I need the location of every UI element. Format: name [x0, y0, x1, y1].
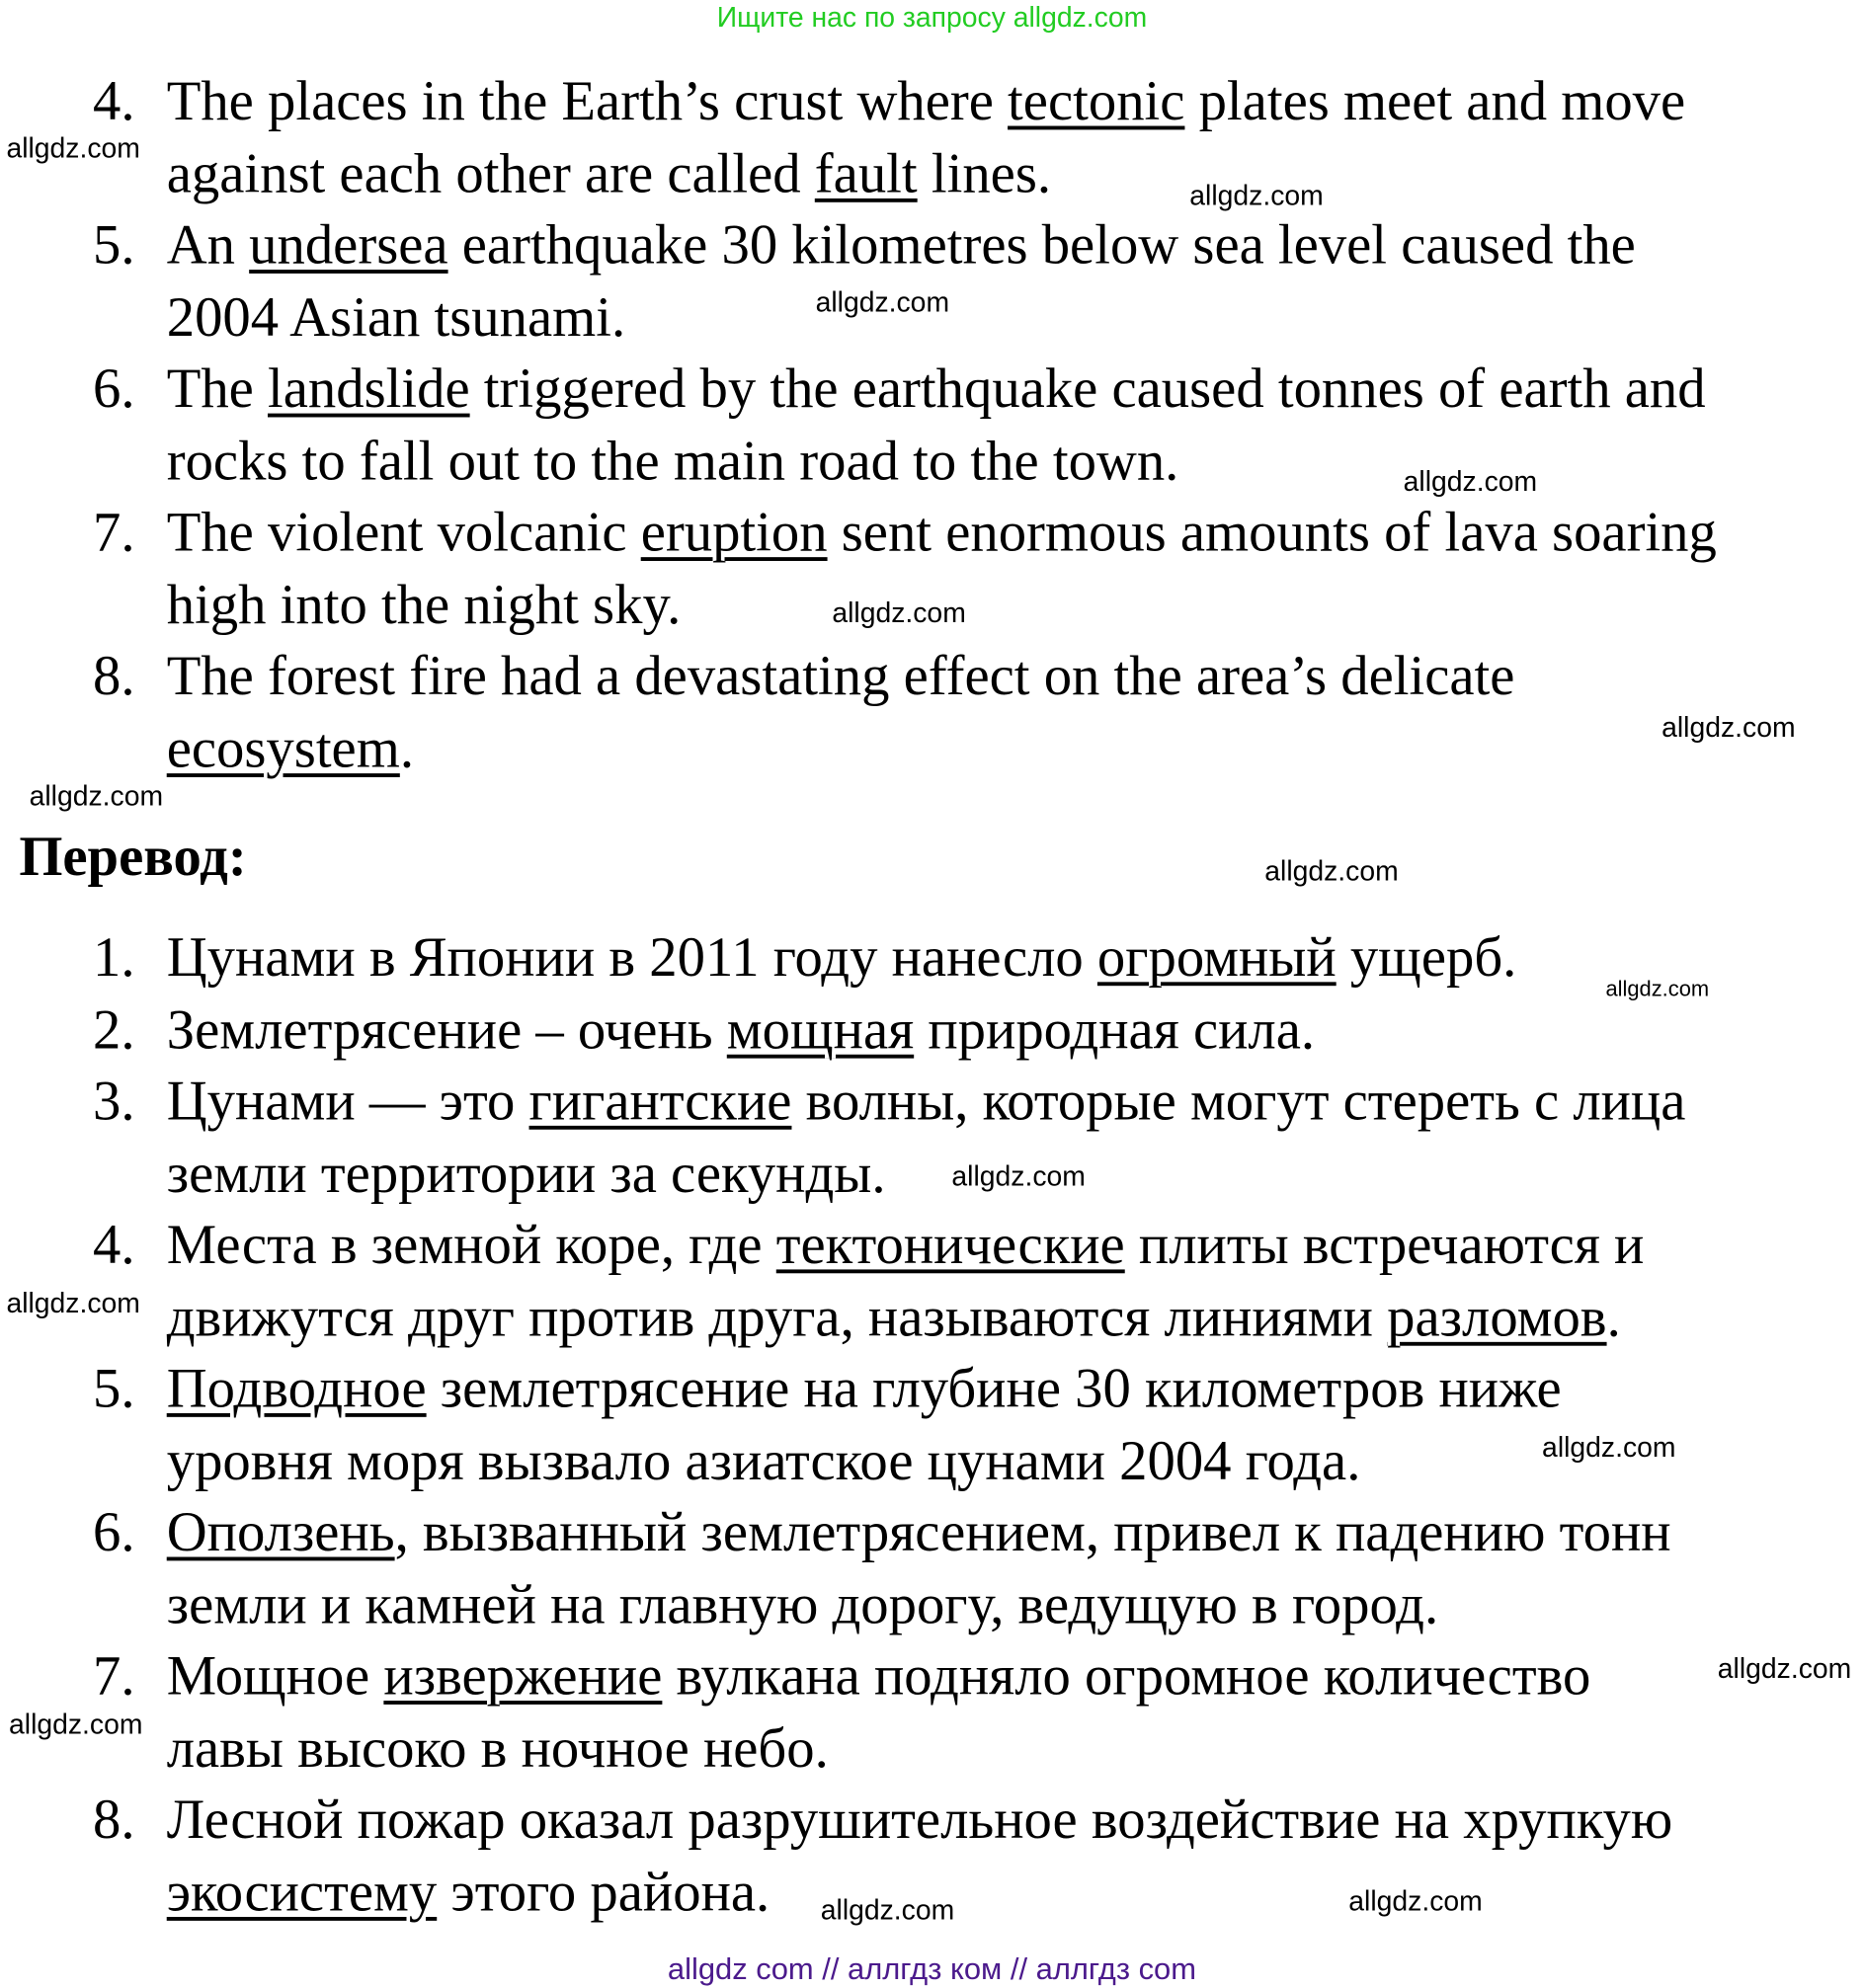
underlined-vocabulary-word: landslide — [268, 357, 470, 421]
site-footer: allgdz com // аллгдз ком // аллгдз com — [667, 1952, 1197, 1987]
sentence-line — [166, 1716, 829, 1780]
underlined-vocabulary-word: undersea — [249, 213, 448, 277]
underlined-vocabulary-word: экосистему — [166, 1860, 438, 1923]
sentence-line — [166, 573, 682, 636]
sentence-line — [166, 501, 1717, 564]
watermark-text: allgdz.com — [832, 596, 966, 629]
watermark-text: allgdz.com — [1189, 179, 1324, 211]
underlined-vocabulary-word: разломов — [1387, 1285, 1607, 1348]
underlined-vocabulary-word: мощная — [726, 997, 915, 1061]
sentence-line — [166, 1213, 1645, 1276]
watermark-text: allgdz.com — [29, 779, 164, 812]
sentence-line — [166, 429, 1179, 492]
sentence-line — [166, 1788, 1673, 1852]
underlined-vocabulary-word: ecosystem — [166, 716, 400, 779]
text-segment: Цунами в Японии в 2011 году нанесло — [166, 925, 1097, 989]
sentence-line — [166, 1357, 1562, 1420]
text-segment: The places in the Earth’s crust where — [166, 69, 1009, 132]
text-segment: земли территории за секунды. — [166, 1141, 886, 1205]
text-segment: An — [166, 213, 250, 277]
watermark-text: allgdz.com — [951, 1159, 1086, 1192]
text-segment: rocks to fall out to the main road to the town. — [166, 429, 1179, 492]
text-segment: . — [1606, 1285, 1621, 1348]
watermark-text: allgdz.com — [1403, 465, 1538, 498]
sentence-line — [166, 925, 1517, 989]
item-number: 6. — [93, 1500, 135, 1563]
underlined-vocabulary-word: тектонические — [775, 1213, 1125, 1276]
watermark-text: allgdz.com — [1661, 710, 1796, 744]
sentence-line — [166, 1572, 1439, 1635]
underlined-vocabulary-word: fault — [814, 141, 918, 204]
text-segment: high into the night sky. — [166, 573, 682, 636]
sentence-line — [166, 1285, 1621, 1348]
site-banner: Ищите нас по запросу allgdz.com — [716, 1, 1148, 34]
watermark-text: allgdz.com — [820, 1893, 955, 1927]
text-segment: волны, которые могут стереть с лица — [791, 1070, 1686, 1133]
sentence-line — [166, 1429, 1361, 1492]
text-segment: plates meet and move — [1184, 69, 1686, 132]
underlined-vocabulary-word: tectonic — [1008, 69, 1185, 132]
text-segment: The — [166, 357, 269, 421]
sentence-line — [166, 285, 626, 349]
text-segment: земли и камней на главную дорогу, ведущую в город. — [166, 1572, 1439, 1635]
item-number: 7. — [93, 1644, 135, 1708]
text-segment: вулкана подняло огромное количество — [662, 1644, 1591, 1708]
item-number: 8. — [93, 645, 135, 708]
watermark-text: allgdz.com — [1717, 1652, 1852, 1685]
item-number: 4. — [93, 1213, 135, 1276]
sentence-line — [166, 1500, 1671, 1563]
underlined-vocabulary-word: Оползень — [166, 1500, 395, 1563]
text-segment: лавы высоко в ночное небо. — [166, 1716, 829, 1780]
watermark-text: allgdz.com — [815, 285, 950, 318]
item-number: 5. — [93, 213, 135, 277]
item-number: 5. — [93, 1357, 135, 1420]
text-segment: The violent volcanic — [166, 501, 641, 564]
text-segment: этого района. — [437, 1860, 770, 1923]
text-segment: 2004 Asian tsunami. — [166, 285, 626, 349]
text-segment: Лесной пожар оказал разрушительное воздействие на хрупкую — [166, 1788, 1673, 1852]
item-number: 6. — [93, 357, 135, 421]
watermark-text: allgdz.com — [9, 1708, 143, 1740]
sentence-line — [166, 357, 1706, 421]
watermark-text: allgdz.com — [1348, 1884, 1483, 1918]
text-segment: уровня моря вызвало азиатское цунами 2004 года. — [166, 1429, 1361, 1492]
text-segment: Цунами — это — [166, 1070, 529, 1133]
text-segment: движутся друг против друга, называются линиями — [166, 1285, 1388, 1348]
sentence-line — [166, 69, 1686, 132]
watermark-text: allgdz.com — [6, 131, 140, 165]
sentence-line — [166, 141, 1052, 204]
text-segment: The forest fire had a devastating effect on the area’s delicate — [166, 645, 1515, 708]
item-number: 4. — [93, 69, 135, 132]
text-segment: , вызванный землетрясением, привел к падению тонн — [394, 1500, 1671, 1563]
text-segment: Землетрясение – очень — [166, 997, 727, 1061]
sentence-line — [166, 645, 1515, 708]
sentence-line — [166, 716, 414, 779]
text-segment: плиты встречаются и — [1124, 1213, 1645, 1276]
sentence-line — [166, 1860, 770, 1923]
text-segment: earthquake 30 kilometres below sea level caused the — [447, 213, 1636, 277]
item-number: 3. — [93, 1070, 135, 1133]
text-segment: against each other are called — [166, 141, 815, 204]
text-segment: triggered by the earthquake caused tonnes of earth and — [469, 357, 1706, 421]
text-segment: Мощное — [166, 1644, 384, 1708]
underlined-vocabulary-word: извержение — [383, 1644, 663, 1708]
text-segment: lines. — [917, 141, 1052, 204]
underlined-vocabulary-word: Подводное — [166, 1357, 427, 1420]
underlined-vocabulary-word: eruption — [640, 501, 828, 564]
watermark-text: allgdz.com — [1605, 977, 1710, 1001]
underlined-vocabulary-word: гигантские — [528, 1070, 792, 1133]
sentence-line — [166, 213, 1636, 277]
text-segment: землетрясение на глубине 30 километров ниже — [426, 1357, 1562, 1420]
watermark-text: allgdz.com — [1542, 1431, 1676, 1464]
sentence-line — [166, 1141, 886, 1205]
text-segment: ущерб. — [1336, 925, 1517, 989]
sentence-line — [166, 1644, 1591, 1708]
text-segment: природная сила. — [914, 997, 1316, 1061]
item-number: 7. — [93, 501, 135, 564]
item-number: 1. — [93, 925, 135, 989]
item-number: 2. — [93, 997, 135, 1061]
text-segment: Места в земной коре, где — [166, 1213, 776, 1276]
sentence-line — [166, 1070, 1686, 1133]
watermark-text: allgdz.com — [1264, 854, 1399, 887]
underlined-vocabulary-word: огромный — [1096, 925, 1337, 989]
text-segment: . — [399, 716, 414, 779]
item-number: 8. — [93, 1788, 135, 1852]
sentence-line — [166, 997, 1316, 1061]
translation-heading: Перевод: — [19, 825, 247, 889]
watermark-text: allgdz.com — [6, 1287, 140, 1319]
text-segment: sent enormous amounts of lava soaring — [827, 501, 1717, 564]
